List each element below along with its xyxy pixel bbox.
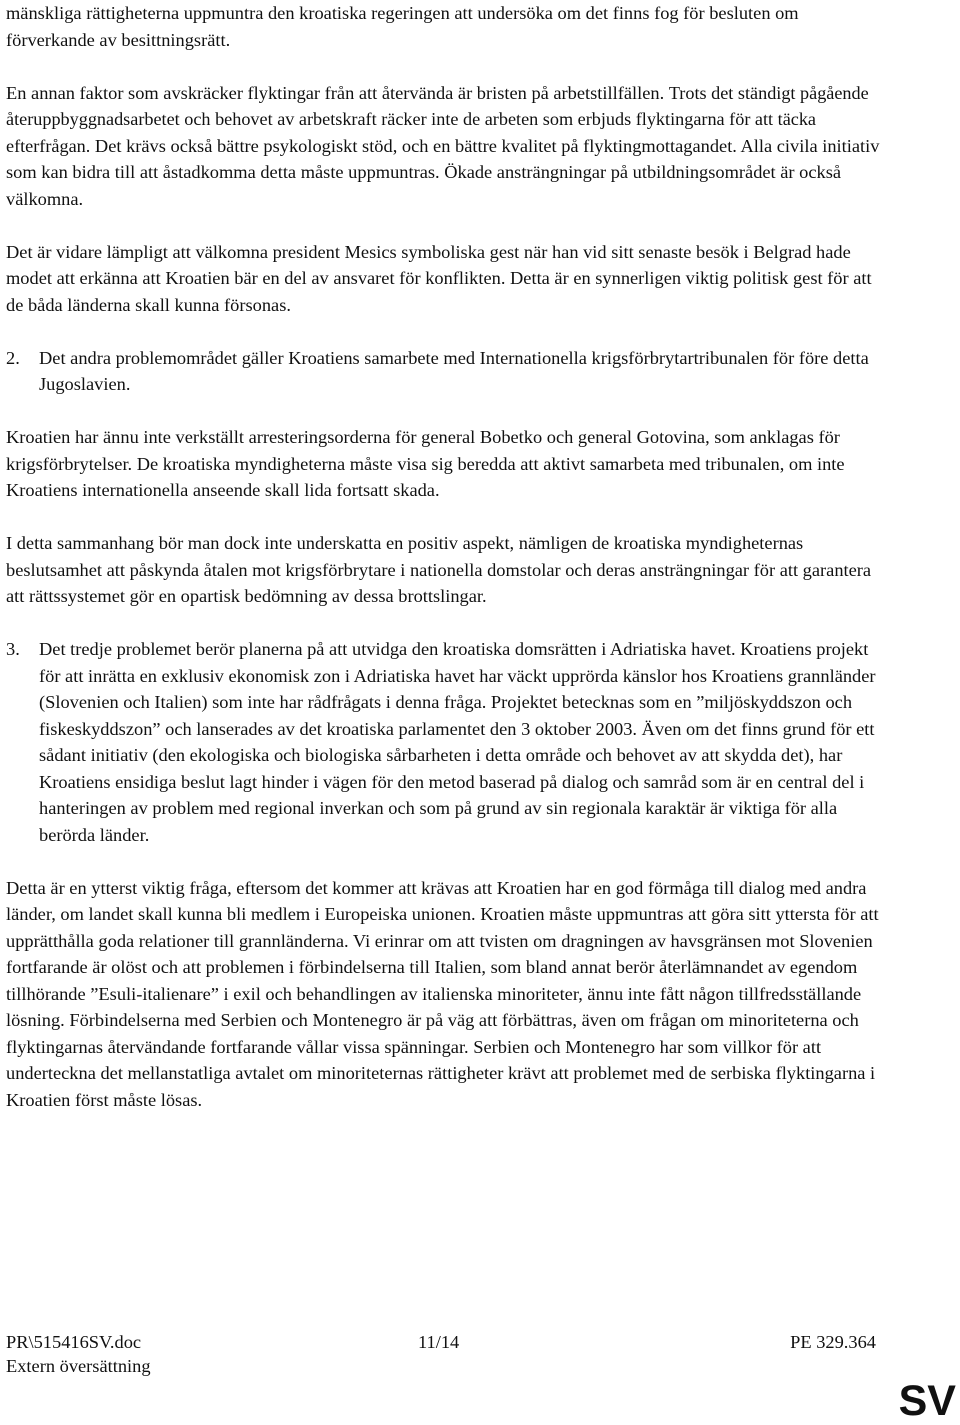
document-body — [6, 0, 886, 1113]
footer-pe-ref: PE 329.364 — [790, 1332, 876, 1352]
paragraph-dialog: Detta är en ytterst viktig fråga, eftersom det kommer att krävas att Kroatien har en god förmåga till dialog med andra länder, om landet skall kunna bli medlem i Europeiska unionen. Kroatien måste uppmuntras att göra sitt yttersta för att upprätthålla goda relationer till grannländerna. Vi erinrar om att tvisten om dragningen av havsgränsen mot Slovenien fortfarande är olöst och att problemen i förbindelserna till Italien, som bland annat berör återlämnandet av egendom tillhörande ”Esuli-italienare” i exil och behandlingen av italienska minoriteter, ännu inte fått någon tillfredsställande lösning. Förbindelserna med Serbien och Montenegro är på väg att förbättras, även om frågan om minoriteterna och flyktingarnas återvändande fortfarande vållar vissa spänningar. Serbien och Montenegro har som villkor för att underteckna det mellanstatliga avtalet om minoriteternas rättigheter krävt att problemet med de serbiska flyktingarna i Kroatien först måste lösas. — [6, 877, 879, 1110]
footer-translation-note: Extern översättning — [6, 1356, 151, 1376]
sentence-arbete-d: Alla civila initiativ som kan bidra till att åstadkomma detta måste uppmuntras. Ökade ansträngningar på utbildningsområdet är också välkomna. — [6, 135, 880, 209]
list-item-3 — [6, 636, 886, 848]
paragraph-arbetstillfallen — [6, 80, 886, 213]
footer-page-number: 11/14 — [418, 1332, 460, 1352]
language-code: SV — [898, 1377, 956, 1425]
page-footer — [6, 1330, 876, 1378]
list-number: 2. — [6, 347, 20, 368]
sentence-arbete-a: En annan faktor som avskräcker flyktingar från att återvända är bristen på arbetstillfällen. — [6, 82, 665, 103]
paragraph-mesic: Det är vidare lämpligt att välkomna president Mesics symboliska gest när han vid sitt senaste besök i Belgrad hade modet att erkänna att Kroatien bär en del av ansvaret för konflikten. Detta är en synnerligen viktig politisk gest för att de båda länderna skall kunna försonas. — [6, 241, 872, 315]
list-item-2 — [6, 345, 886, 398]
paragraph-bobetko: Kroatien har ännu inte verkställt arresteringsorderna för general Bobetko och general Gotovina, som anklagas för krigsförbrytelser. De kroatiska myndigheterna måste visa sig beredda att aktivt samarbeta med tribunalen, om inte Kroatiens internationella anseende skall lida fortsatt skada. — [6, 427, 845, 500]
paragraph-positiv-aspekt: I detta sammanhang bör man dock inte underskatta en positiv aspekt, nämligen de kroatiska myndigheternas beslutsamhet att påskynda åtalen mot krigsförbrytare i nationella domstolar och deras ansträngningar för att garantera att rättssystemet gör en opartisk bedömning av dessa brottslingar. — [6, 533, 872, 606]
sentence-arbete-c: Det krävs också bättre psykologiskt stöd, och en bättre kvalitet på flyktingmottagandet. — [94, 135, 737, 156]
list-item-text: Det tredje problemet berör planerna på att utvidga den kroatiska domsrätten i Adriatiska havet. Kroatiens projekt för att inrätta en exklusiv ekonomisk zon i Adriatiska havet har väckt upprörda känslor hos Kroatiens grannländer (Slovenien och Italien) som inte har rådfrågats i denna fråga. Projektet betecknas som en ”miljöskyddszon och fiskeskyddszon” och lanserades av det kroatiska parlamentet den 3 oktober 2003. Även om det finns grund för ett sådant initiativ (den ekologiska och biologiska sårbarheten i detta område och behovet av att skydda det), har Kroatiens ensidiga beslut lagt hinder i vägen för den metod baserad på dialog och samråd som är en central del i hanteringen av problem med regional inverkan och som på grund av sin regionala karaktär är viktiga för alla berörda länder. — [39, 639, 876, 845]
sentence-arbete-b: Trots det ständigt pågående återuppbyggnadsarbetet och behovet av arbetskraft räcker inte de arbeten som erbjuds flyktingarna för att täcka efterfrågan. — [6, 82, 869, 156]
footer-doc-ref: PR\515416SV.doc — [6, 1332, 142, 1352]
list-item-text: Det andra problemområdet gäller Kroatiens samarbete med Internationella krigsförbrytartribunalen för före detta Jugoslavien. — [39, 347, 869, 394]
list-number: 3. — [6, 639, 20, 659]
paragraph-besittningsratt: mänskliga rättigheterna uppmuntra den kroatiska regeringen att undersöka om det finns fog för besluten om förverkande av besittningsrätt. — [6, 3, 799, 50]
